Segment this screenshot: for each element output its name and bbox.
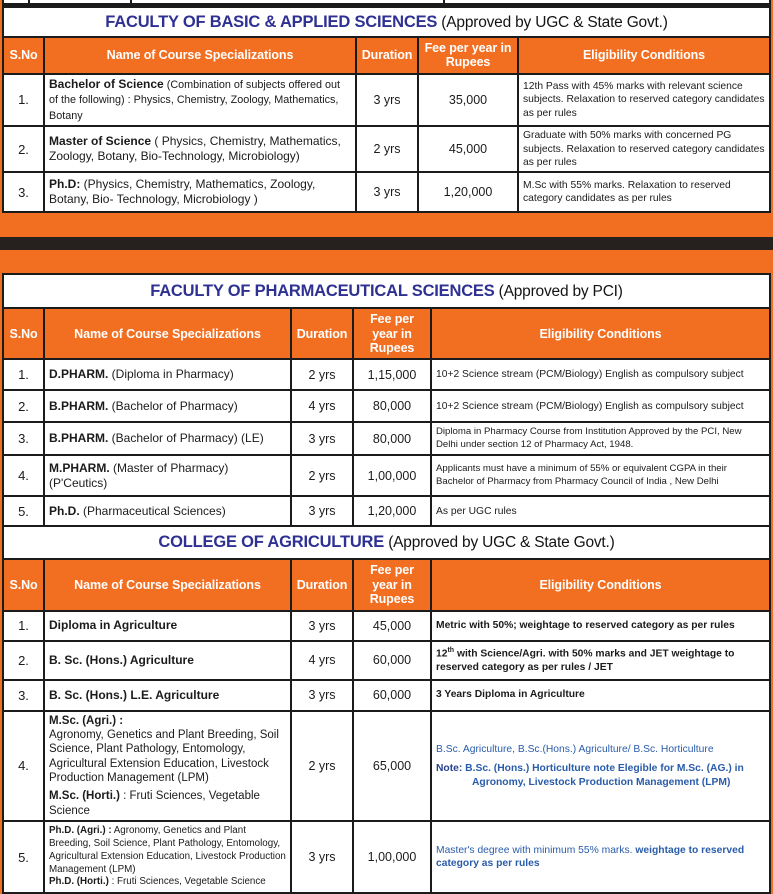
course-name-cell: M.PHARM. (Master of Pharmacy) (P'Ceutics) [44, 455, 291, 496]
table-row [3, 74, 770, 126]
header-course-name: Name of Course Specializations [44, 308, 291, 359]
course-name-cell: B.PHARM. (Bachelor of Pharmacy) (LE) [44, 422, 291, 455]
course-name-cell: Ph.D. (Agri.) : Agronomy, Genetics and Plant Breeding, Soil Science, Plant Pathology, Entomology, Agricultural Extension Education, Livestock Production Management (LPM) Ph.D. (Horti.) : Fruti Sciences, Vegetable Science [44, 821, 291, 893]
header-fee: Fee per year in Rupees [353, 559, 431, 610]
column-divider [443, 0, 445, 3]
duration-cell: 3 yrs [291, 821, 353, 893]
eligibility-cell: Graduate with 50% marks with concerned PG subjects. Relaxation to reserved category candidates as per rules [518, 126, 770, 172]
section-title [3, 526, 770, 559]
eligibility-cell: Diploma in Pharmacy Course from Institution Approved by the PCI, New Delhi under section 12 of Pharmacy Act, 1948. [431, 422, 770, 455]
sno-cell: 5. [3, 821, 44, 893]
duration-cell: 3 yrs [291, 422, 353, 455]
course-name-cell: D.PHARM. (Diploma in Pharmacy) [44, 359, 291, 390]
fee-cell: 1,00,000 [353, 455, 431, 496]
table-row [3, 496, 770, 526]
sno-cell: 3. [3, 680, 44, 711]
header-duration: Duration [356, 37, 418, 74]
previous-table-edge [2, 0, 771, 6]
course-name-cell: Master of Science ( Physics, Chemistry, Mathematics, Zoology, Botany, Bio-Technology, Microbiology) [44, 126, 356, 172]
fee-cell: 1,20,000 [418, 172, 518, 212]
duration-cell: 4 yrs [291, 390, 353, 422]
course-name-cell: B.PHARM. (Bachelor of Pharmacy) [44, 390, 291, 422]
duration-cell: 2 yrs [291, 359, 353, 390]
header-eligibility: Eligibility Conditions [431, 559, 770, 610]
approval-note: (Approved by PCI) [494, 282, 623, 300]
header-fee: Fee per year in Rupees [353, 308, 431, 359]
page-gap [0, 213, 773, 273]
header-course-name: Name of Course Specializations [44, 37, 356, 74]
eligibility-cell [431, 711, 770, 822]
duration-cell: 2 yrs [291, 711, 353, 822]
fee-cell: 35,000 [418, 74, 518, 126]
duration-cell: 3 yrs [356, 172, 418, 212]
section-title [3, 7, 770, 37]
column-divider [130, 0, 132, 3]
table-row [3, 821, 770, 893]
sno-cell: 3. [3, 172, 44, 212]
eligibility-cell: Applicants must have a minimum of 55% or equivalent CGPA in their Bachelor of Pharmacy from Pharmacy Council of India , New Delhi [431, 455, 770, 496]
eligibility-line: B.Sc. Agriculture, B.Sc.(Hons.) Agriculture/ B.Sc. Horticulture [436, 743, 714, 755]
college-title: COLLEGE OF AGRICULTURE [158, 533, 385, 552]
table-row [3, 641, 770, 680]
sno-cell: 1. [3, 359, 44, 390]
course-name-cell: Ph.D: (Physics, Chemistry, Mathematics, Zoology, Botany, Bio- Technology, Microbiology ) [44, 172, 356, 212]
course-name-cell: Diploma in Agriculture [44, 611, 291, 641]
eligibility-cell: 12th Pass with 45% marks with relevant science subjects. Relaxation to reserved category candidates as per rules [518, 74, 770, 126]
table-row [3, 611, 770, 641]
sno-cell: 1. [3, 611, 44, 641]
eligibility-cell: 10+2 Science stream (PCM/Biology) English as compulsory subject [431, 390, 770, 422]
fee-cell: 60,000 [353, 641, 431, 680]
eligibility-cell: Master's degree with minimum 55% marks. weightage to reserved category as per rules [431, 821, 770, 893]
header-sno: S.No [3, 308, 44, 359]
header-eligibility: Eligibility Conditions [431, 308, 770, 359]
sno-cell: 4. [3, 711, 44, 822]
fee-cell: 65,000 [353, 711, 431, 822]
course-name-cell: Bachelor of Science (Combination of subjects offered out of the following) : Physics, Chemistry, Zoology, Mathematics, Botany [44, 74, 356, 126]
table-header-row [3, 37, 770, 74]
sno-cell: 2. [3, 126, 44, 172]
eligibility-cell: Metric with 50%; weightage to reserved category as per rules [431, 611, 770, 641]
fee-cell: 1,00,000 [353, 821, 431, 893]
table-row [3, 680, 770, 711]
duration-cell: 3 yrs [291, 496, 353, 526]
page-divider-strip [0, 237, 773, 250]
section-title-row [3, 7, 770, 37]
section-title [3, 274, 770, 308]
course-name-cell: B. Sc. (Hons.) Agriculture [44, 641, 291, 680]
sno-cell: 5. [3, 496, 44, 526]
eligibility-note: Note: B.Sc. (Hons.) Horticulture note Elegible for M.Sc. (AG.) in Agronomy, Livestock Production Management (LPM) [436, 763, 744, 788]
table-pharmacy-agriculture [2, 273, 771, 894]
eligibility-cell: M.Sc with 55% marks. Relaxation to reserved category candidates as per rules [518, 172, 770, 212]
fee-cell: 1,20,000 [353, 496, 431, 526]
fee-cell: 45,000 [353, 611, 431, 641]
course-name-cell: B. Sc. (Hons.) L.E. Agriculture [44, 680, 291, 711]
header-course-name: Name of Course Specializations [44, 559, 291, 610]
fee-cell: 80,000 [353, 390, 431, 422]
section-title-row [3, 526, 770, 559]
sno-cell: 1. [3, 74, 44, 126]
fee-cell: 1,15,000 [353, 359, 431, 390]
duration-cell: 3 yrs [356, 74, 418, 126]
course-name-cell: M.Sc. (Agri.) : Agronomy, Genetics and Plant Breeding, Soil Science, Plant Pathology, Entomology, Agricultural Extension Education, Livestock Production Management (LPM) M.Sc. (Horti.) : Fruti Sciences, Vegetable Science [44, 711, 291, 822]
header-fee: Fee per year in Rupees [418, 37, 518, 74]
duration-cell: 3 yrs [291, 680, 353, 711]
duration-cell: 2 yrs [291, 455, 353, 496]
sno-cell: 2. [3, 641, 44, 680]
fee-cell: 60,000 [353, 680, 431, 711]
faculty-title: FACULTY OF BASIC & APPLIED SCIENCES [105, 12, 438, 31]
eligibility-cell: As per UGC rules [431, 496, 770, 526]
table-row [3, 422, 770, 455]
fee-cell: 45,000 [418, 126, 518, 172]
table-row [3, 390, 770, 422]
course-name-cell: Ph.D. (Pharmaceutical Sciences) [44, 496, 291, 526]
column-divider [28, 0, 30, 3]
faculty-title: FACULTY OF PHARMACEUTICAL SCIENCES [150, 281, 495, 300]
table-row [3, 126, 770, 172]
header-eligibility: Eligibility Conditions [518, 37, 770, 74]
fee-cell: 80,000 [353, 422, 431, 455]
sno-cell: 2. [3, 390, 44, 422]
eligibility-cell: 10+2 Science stream (PCM/Biology) English as compulsory subject [431, 359, 770, 390]
table-header-row [3, 308, 770, 359]
eligibility-cell: 12th with Science/Agri. with 50% marks and JET weightage to reserved category as per rules / JET [431, 641, 770, 680]
header-sno: S.No [3, 37, 44, 74]
table-basic-applied-sciences [2, 6, 771, 213]
table-row [3, 711, 770, 822]
table-row [3, 455, 770, 496]
sno-cell: 4. [3, 455, 44, 496]
header-duration: Duration [291, 308, 353, 359]
eligibility-cell: 3 Years Diploma in Agriculture [431, 680, 770, 711]
header-sno: S.No [3, 559, 44, 610]
table-row [3, 359, 770, 390]
table-header-row [3, 559, 770, 610]
duration-cell: 4 yrs [291, 641, 353, 680]
section-title-row [3, 274, 770, 308]
sno-cell: 3. [3, 422, 44, 455]
header-duration: Duration [291, 559, 353, 610]
duration-cell: 2 yrs [356, 126, 418, 172]
table-row [3, 172, 770, 212]
approval-note: (Approved by UGC & State Govt.) [384, 534, 615, 552]
duration-cell: 3 yrs [291, 611, 353, 641]
approval-note: (Approved by UGC & State Govt.) [437, 13, 668, 31]
